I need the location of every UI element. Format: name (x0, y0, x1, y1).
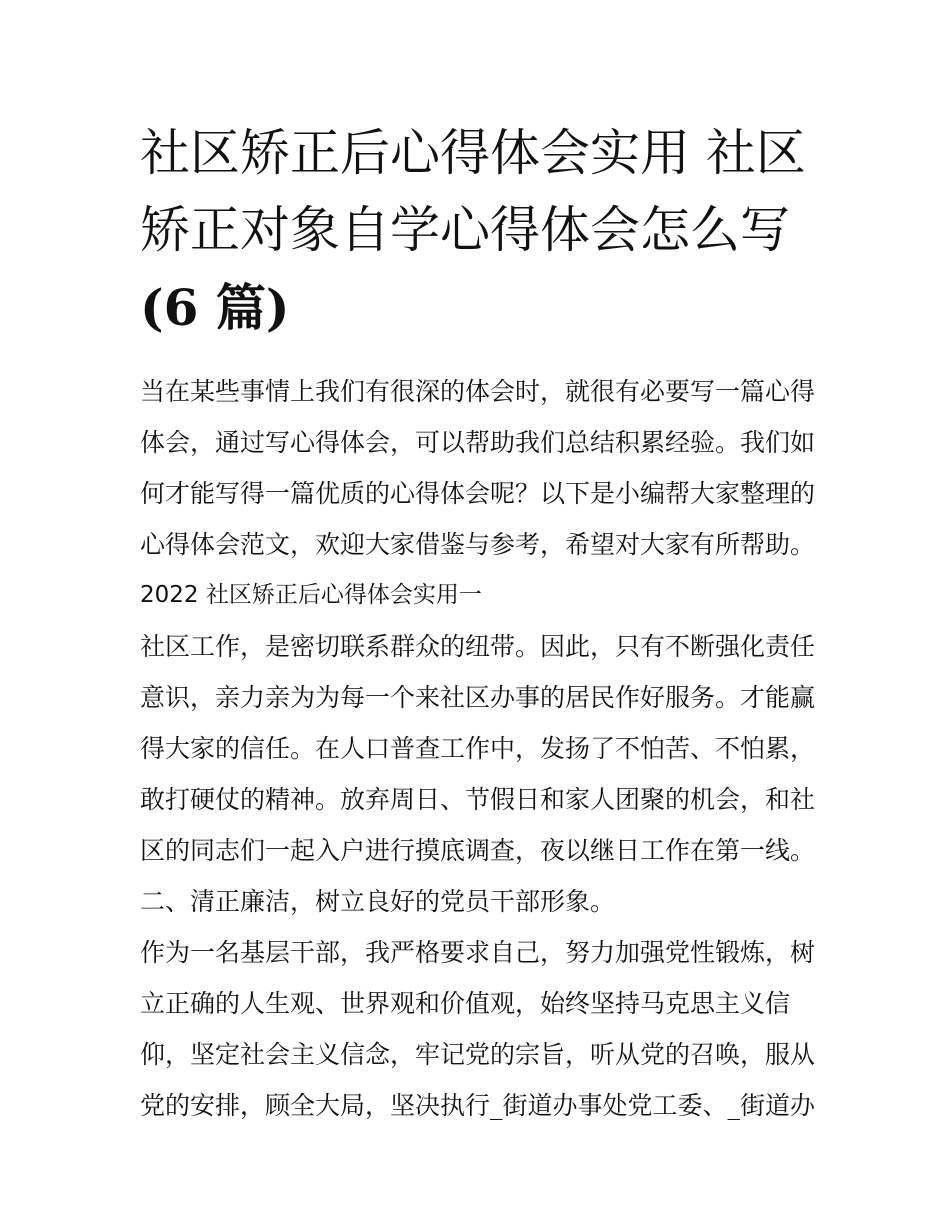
body-line: 二、清正廉洁，树立良好的党员干部形象。 (140, 887, 616, 916)
body-line: 作为一名基层干部，我严格要求自己，努力加强党性锻炼，树 (140, 938, 816, 967)
body-line: 立正确的人生观、世界观和价值观，始终坚持马克思主义信 (140, 989, 791, 1018)
body-line: 敢打硬仗的精神。放弃周日、节假日和家人团聚的机会，和社 (140, 785, 816, 814)
section-heading: 2022 社区矫正后心得体会实用一 (140, 582, 482, 608)
document-body (140, 366, 820, 1131)
document-page (140, 115, 820, 1131)
body-line: 何才能写得一篇优质的心得体会呢？以下是小编帮大家整理的 (140, 479, 816, 508)
body-line: 仰，坚定社会主义信念，牢记党的宗旨，听从党的召唤，服从 (140, 1040, 816, 1069)
body-line: 社区工作，是密切联系群众的纽带。因此，只有不断强化责任 (140, 632, 816, 661)
title-line: 社区矫正后心得体会实用 社区 (140, 124, 806, 182)
title-line: (6 篇) (140, 278, 290, 337)
body-line: 区的同志们一起入户进行摸底调查，夜以继日工作在第一线。 (140, 836, 816, 865)
body-line: 意识，亲力亲为为每一个来社区办事的居民作好服务。才能赢 (140, 683, 816, 712)
title-line: 矫正对象自学心得体会怎么写 (140, 201, 790, 259)
body-line: 体会，通过写心得体会，可以帮助我们总结积累经验。我们如 (140, 428, 816, 457)
body-line: 当在某些事情上我们有很深的体会时，就很有必要写一篇心得 (140, 377, 816, 406)
body-line: 党的安排，顾全大局，坚决执行_街道办事处党工委、_街道办 (140, 1091, 816, 1120)
body-line: 心得体会范文，欢迎大家借鉴与参考，希望对大家有所帮助。 (140, 530, 816, 559)
document-title (140, 115, 820, 346)
body-line: 得大家的信任。在人口普查工作中，发扬了不怕苦、不怕累， (140, 734, 816, 763)
